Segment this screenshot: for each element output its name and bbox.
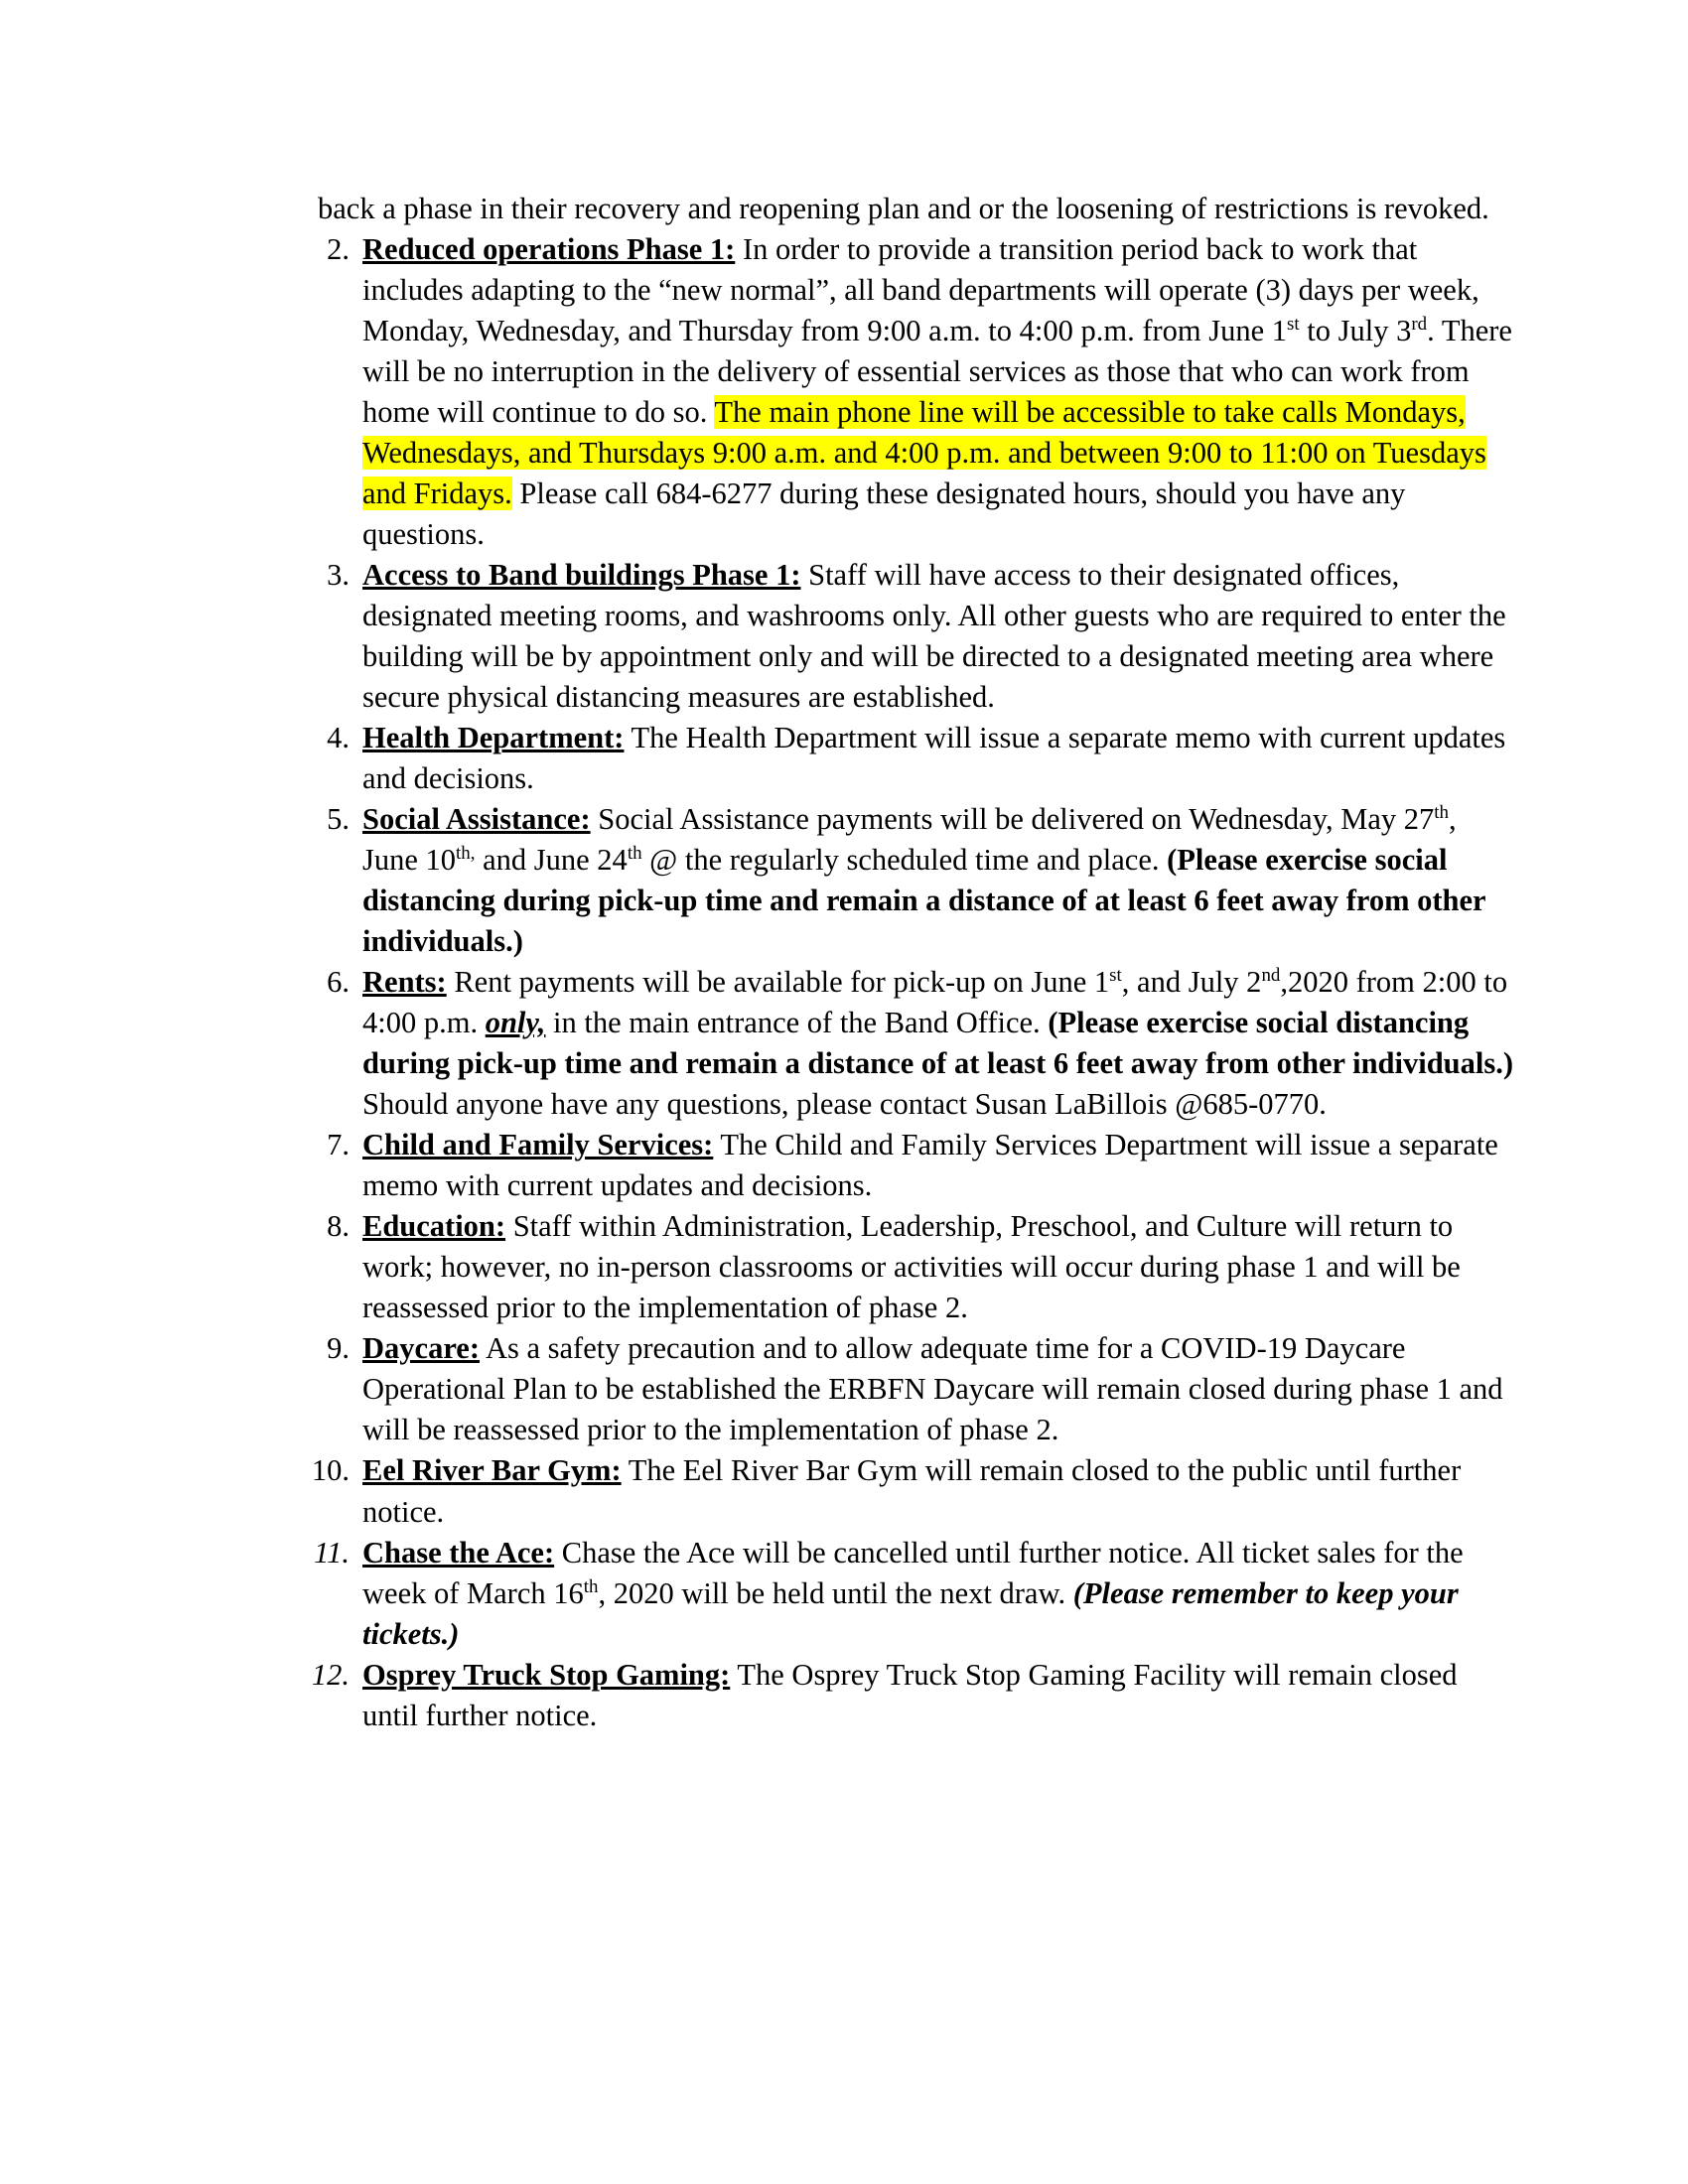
list-item-text: The Osprey Truck Stop Gaming Facility will remain closed until further notice. [362,1657,1458,1732]
bold-note: (Please exercise social distancing during pick-up time and remain a distance of at least 6 feet away from other individuals.) [362,1006,1514,1081]
list-item-number: 11. [314,1535,350,1570]
ordinal-suffix: th [1434,802,1449,824]
list-item-number: 10. [311,1453,350,1488]
list-item [298,962,1514,1125]
list-item [298,1125,1514,1206]
list-item-text: As a safety precaution and to allow adequate time for a COVID-19 Daycare Operational Plan to be established the ERBFN Daycare will remain closed during phase 1 and will be reassessed prior to the implementation of phase 2. [362,1331,1503,1447]
list-item-number: 9. [327,1331,350,1366]
list-item-label: Daycare: [362,1331,480,1366]
list-item-text-d: in the main entrance of the Band Office. [545,1006,1049,1040]
list-item-label: Chase the Ace: [362,1535,555,1570]
list-item-text: The Child and Family Services Department will issue a separate memo with current updates and decisions. [362,1128,1498,1203]
list-item-text-a: Chase the Ace will be cancelled until further notice. All ticket sales for the week of March 16 [362,1535,1464,1610]
list-item [298,1655,1514,1736]
list-item-text-mid-2: . There will be no interruption in the delivery of essential services as those that who can work from home will continue to do so. [362,314,1512,430]
list-item-label: Eel River Bar Gym: [362,1453,622,1488]
list-item [298,1450,1514,1532]
ordinal-suffix: rd [1411,313,1428,335]
list-item-number: 6. [327,965,350,1000]
list-item-text-after: Please call 684-6277 during these designated hours, should you have any questions. [362,477,1406,552]
bold-italic-note: (Please remember to keep your tickets.) [362,1575,1459,1651]
highlighted-text: The main phone line will be accessible to take calls Mondays, Wednesdays, and Thursdays 9:00 a.m. and 4:00 p.m. and between 9:00 to 11:00 on Tuesdays and Fridays. [362,395,1486,511]
list-item [298,1533,1514,1655]
list-item [298,555,1514,718]
list-item-text-c: and June 24 [475,843,628,878]
list-item-text-c: ,2020 from 2:00 to 4:00 p.m. [362,965,1508,1040]
list-item-number: 5. [327,802,350,837]
list-item-text: The Health Department will issue a separate memo with current updates and decisions. [362,721,1506,796]
list-item-text-a: Rent payments will be available for pick-up on June 1 [446,965,1110,1000]
ordinal-suffix: st [1109,965,1122,987]
list-item [298,799,1514,962]
list-item-number: 8. [327,1209,350,1244]
list-item-label: Osprey Truck Stop Gaming: [362,1657,731,1692]
list-item [298,1328,1514,1450]
list-item-number: 7. [327,1128,350,1162]
lead-paragraph: back a phase in their recovery and reopening plan and or the loosening of restrictions is revoked. [318,192,1489,225]
list-item-text-b: , June 10 [362,802,1457,878]
list-item-label: Social Assistance: [362,802,591,837]
document-body [298,189,1514,1736]
emphasis-only: only, [485,1006,546,1040]
list-item-text: Staff within Administration, Leadership, Preschool, and Culture will return to work; however, no in-person classrooms or activities will occur during phase 1 and will be reassessed prior to the implementation of phase 2. [362,1209,1461,1325]
list-item-text-d: @ the regularly scheduled time and place. [641,843,1168,878]
ordinal-suffix: th [583,1575,599,1597]
list-item-label: Reduced operations Phase 1: [362,232,736,267]
list-item-label: Access to Band buildings Phase 1: [362,558,801,593]
ordinal-suffix: th, [456,843,476,865]
list-item-number: 2. [327,232,350,267]
list-item [298,718,1514,799]
list-item-number: 4. [327,721,350,755]
list-item-text: The Eel River Bar Gym will remain closed to the public until further notice. [362,1453,1462,1529]
list-item-text-a: Social Assistance payments will be delivered on Wednesday, May 27 [590,802,1435,837]
list-item-label: Rents: [362,965,447,1000]
list-item-number: 3. [327,558,350,593]
bold-note: (Please exercise social distancing during pick-up time and remain a distance of at least 6 feet away from other individuals.) [362,843,1486,959]
list-item-label: Health Department: [362,721,625,755]
ordinal-suffix: th [627,843,642,865]
list-item-text: In order to provide a transition period back to work that includes adapting to the “new normal”, all band departments will operate (3) days per week, Monday, Wednesday, and Thursday from 9:00 a.m. to 4:00 p.m. from June 1 [362,232,1479,348]
ordinal-suffix: st [1287,313,1300,335]
list-item-number: 12. [311,1657,350,1692]
numbered-list [298,229,1514,1736]
list-item-label: Child and Family Services: [362,1128,714,1162]
list-item-text-b: , and July 2 [1121,965,1262,1000]
list-item-text-e: Should anyone have any questions, please contact Susan LaBillois @685-0770. [362,1087,1327,1122]
list-item-label: Education: [362,1209,506,1244]
list-item-text-mid: to July 3 [1299,314,1412,348]
list-item [298,1206,1514,1328]
list-item-text: Staff will have access to their designated offices, designated meeting rooms, and washrooms only. All other guests who are required to enter the building will be by appointment only and will be directed to a designated meeting area where secure physical distancing measures are established. [362,558,1506,715]
list-item [298,229,1514,555]
list-item-text-b: , 2020 will be held until the next draw. [598,1575,1073,1610]
ordinal-suffix: nd [1261,965,1281,987]
